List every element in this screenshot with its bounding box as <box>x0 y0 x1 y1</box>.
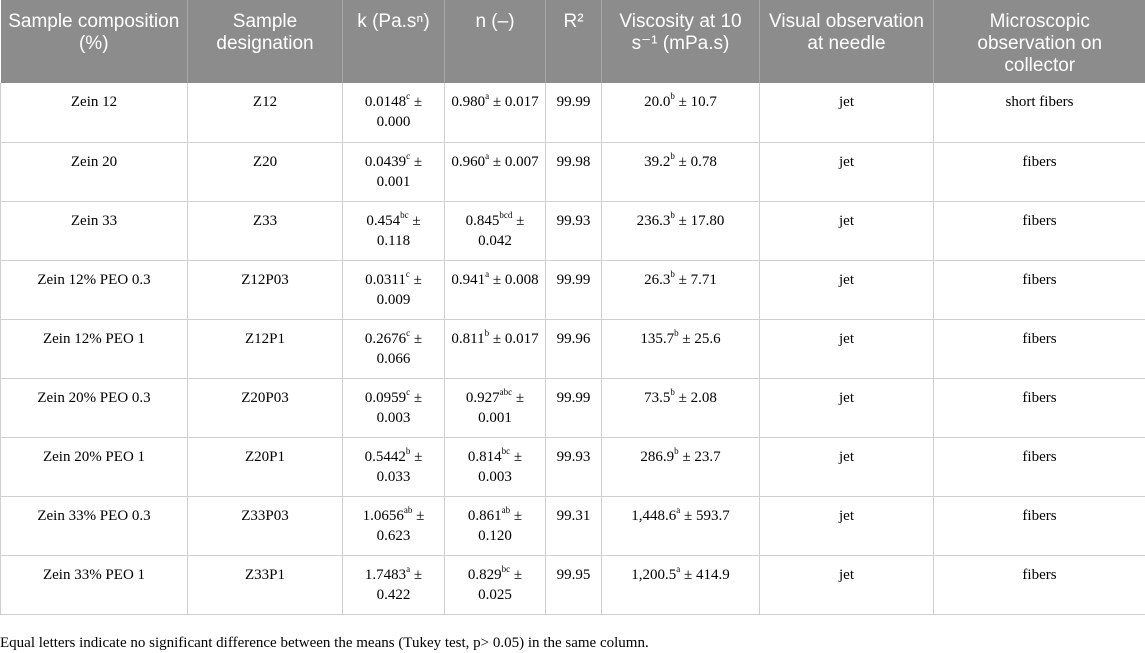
r2-value: 99.98 <box>557 154 591 170</box>
viscosity-error: ± 7.71 <box>679 272 717 288</box>
header-visual-observation: Visual observation at needle <box>760 0 934 83</box>
needle-observation: jet <box>839 567 854 583</box>
n-value: 0.811 <box>451 331 484 347</box>
designation-text: Z33P1 <box>245 567 285 583</box>
cell-r2 <box>546 319 602 378</box>
k-letter: a <box>406 564 410 574</box>
cell-needle <box>760 142 934 201</box>
viscosity-letter: a <box>676 564 680 574</box>
cell-viscosity <box>602 437 760 496</box>
cell-collector <box>934 142 1145 201</box>
designation-text: Z33 <box>253 213 277 229</box>
header-k: k (Pa.sⁿ) <box>343 0 445 83</box>
viscosity-error: ± 414.9 <box>684 567 730 583</box>
cell-k <box>343 142 445 201</box>
designation-text: Z12P03 <box>241 272 289 288</box>
table-row <box>1 437 1145 496</box>
cell-collector <box>934 260 1145 319</box>
n-value: 0.814 <box>468 449 502 465</box>
n-value: 0.829 <box>468 567 502 583</box>
viscosity-letter: b <box>670 151 675 161</box>
header-microscopic-observation: Microscopic observation on collector <box>934 0 1145 83</box>
designation-text: Z12 <box>253 94 277 110</box>
collector-observation: short fibers <box>1006 94 1074 110</box>
composition-text: Zein 12% PEO 1 <box>43 331 145 347</box>
viscosity-letter: b <box>670 387 675 397</box>
k-error: ± 0.033 <box>377 449 423 485</box>
k-letter: c <box>406 269 410 279</box>
k-error: ± 0.422 <box>377 567 422 603</box>
cell-n <box>445 260 546 319</box>
designation-text: Z20 <box>253 154 277 170</box>
n-error: ± 0.003 <box>478 449 522 485</box>
cell-viscosity <box>602 142 760 201</box>
cell-n <box>445 378 546 437</box>
n-error: ± 0.025 <box>478 567 522 603</box>
n-error: ± 0.017 <box>493 94 539 110</box>
k-error: ± 0.623 <box>377 508 425 544</box>
cell-k <box>343 378 445 437</box>
composition-text: Zein 33% PEO 0.3 <box>37 508 150 524</box>
r2-value: 99.99 <box>557 272 591 288</box>
cell-r2 <box>546 83 602 142</box>
n-letter: abc <box>500 387 513 397</box>
collector-observation: fibers <box>1022 213 1056 229</box>
cell-k <box>343 260 445 319</box>
cell-r2 <box>546 260 602 319</box>
k-error: ± 0.001 <box>377 154 422 190</box>
cell-designation <box>188 201 343 260</box>
viscosity-value: 73.5 <box>644 390 670 406</box>
cell-composition <box>1 319 188 378</box>
k-value: 0.0148 <box>365 94 406 110</box>
k-letter: ab <box>404 505 413 515</box>
cell-designation <box>188 555 343 614</box>
composition-text: Zein 33% PEO 1 <box>43 567 145 583</box>
cell-collector <box>934 555 1145 614</box>
cell-viscosity <box>602 319 760 378</box>
composition-text: Zein 20% PEO 0.3 <box>37 390 150 406</box>
table-row <box>1 496 1145 555</box>
n-value: 0.845 <box>466 213 500 229</box>
k-letter: c <box>406 328 410 338</box>
cell-collector <box>934 378 1145 437</box>
cell-n <box>445 83 546 142</box>
n-error: ± 0.001 <box>478 390 524 426</box>
cell-composition <box>1 437 188 496</box>
viscosity-value: 236.3 <box>637 213 671 229</box>
designation-text: Z20P03 <box>241 390 289 406</box>
cell-designation <box>188 83 343 142</box>
cell-needle <box>760 555 934 614</box>
n-error: ± 0.008 <box>493 272 539 288</box>
n-letter: a <box>485 91 489 101</box>
collector-observation: fibers <box>1022 331 1056 347</box>
k-letter: c <box>406 151 410 161</box>
cell-r2 <box>546 496 602 555</box>
header-sample-composition: Sample composition (%) <box>1 0 188 83</box>
cell-n <box>445 555 546 614</box>
n-error: ± 0.007 <box>493 154 539 170</box>
header-sample-designation: Sample designation <box>188 0 343 83</box>
cell-designation <box>188 142 343 201</box>
collector-observation: fibers <box>1022 272 1056 288</box>
n-value: 0.927 <box>466 390 500 406</box>
needle-observation: jet <box>839 213 854 229</box>
k-error: ± 0.000 <box>377 94 422 130</box>
n-value: 0.941 <box>451 272 485 288</box>
k-value: 0.0959 <box>365 390 406 406</box>
r2-value: 99.95 <box>557 567 591 583</box>
composition-text: Zein 12% PEO 0.3 <box>37 272 150 288</box>
needle-observation: jet <box>839 154 854 170</box>
cell-composition <box>1 496 188 555</box>
n-letter: bcd <box>499 210 512 220</box>
r2-value: 99.96 <box>557 331 591 347</box>
cell-n <box>445 496 546 555</box>
n-letter: b <box>485 328 490 338</box>
k-error: ± 0.066 <box>377 331 422 367</box>
cell-n <box>445 142 546 201</box>
table-row <box>1 260 1145 319</box>
cell-collector <box>934 83 1145 142</box>
cell-r2 <box>546 142 602 201</box>
viscosity-error: ± 2.08 <box>679 390 717 406</box>
cell-designation <box>188 496 343 555</box>
n-value: 0.861 <box>468 508 502 524</box>
table-footnote: Equal letters indicate no significant difference between the means (Tukey test, p> 0.05) in the same column. <box>0 633 649 653</box>
cell-k <box>343 83 445 142</box>
composition-text: Zein 12 <box>71 94 117 110</box>
header-viscosity: Viscosity at 10 s⁻¹ (mPa.s) <box>602 0 760 83</box>
viscosity-letter: a <box>676 505 680 515</box>
cell-composition <box>1 378 188 437</box>
table-row <box>1 201 1145 260</box>
viscosity-error: ± 25.6 <box>682 331 720 347</box>
r2-value: 99.93 <box>557 449 591 465</box>
r2-value: 99.99 <box>557 390 591 406</box>
collector-observation: fibers <box>1022 154 1056 170</box>
cell-collector <box>934 319 1145 378</box>
header-row <box>1 0 1145 83</box>
cell-k <box>343 201 445 260</box>
cell-composition <box>1 260 188 319</box>
k-error: ± 0.118 <box>377 213 421 249</box>
table-row <box>1 142 1145 201</box>
cell-composition <box>1 83 188 142</box>
designation-text: Z12P1 <box>245 331 285 347</box>
needle-observation: jet <box>839 449 854 465</box>
k-value: 0.0311 <box>365 272 406 288</box>
cell-n <box>445 319 546 378</box>
k-letter: b <box>406 446 411 456</box>
cell-designation <box>188 260 343 319</box>
k-value: 1.0656 <box>363 508 404 524</box>
viscosity-value: 135.7 <box>640 331 674 347</box>
header-n: n (–) <box>445 0 546 83</box>
cell-k <box>343 437 445 496</box>
viscosity-value: 286.9 <box>640 449 674 465</box>
viscosity-error: ± 10.7 <box>679 94 717 110</box>
n-letter: a <box>485 151 489 161</box>
cell-k <box>343 319 445 378</box>
cell-composition <box>1 201 188 260</box>
cell-viscosity <box>602 378 760 437</box>
viscosity-letter: b <box>670 269 675 279</box>
designation-text: Z20P1 <box>245 449 285 465</box>
cell-viscosity <box>602 83 760 142</box>
table-body <box>1 83 1145 614</box>
needle-observation: jet <box>839 94 854 110</box>
cell-designation <box>188 378 343 437</box>
designation-text: Z33P03 <box>241 508 289 524</box>
viscosity-error: ± 0.78 <box>679 154 717 170</box>
viscosity-value: 1,200.5 <box>631 567 676 583</box>
cell-viscosity <box>602 555 760 614</box>
table-row <box>1 555 1145 614</box>
r2-value: 99.99 <box>557 94 591 110</box>
viscosity-error: ± 17.80 <box>679 213 725 229</box>
k-error: ± 0.003 <box>377 390 422 426</box>
k-letter: c <box>406 91 410 101</box>
n-letter: bc <box>502 446 511 456</box>
k-letter: c <box>406 387 410 397</box>
viscosity-value: 20.0 <box>644 94 670 110</box>
cell-k <box>343 496 445 555</box>
cell-designation <box>188 319 343 378</box>
viscosity-value: 26.3 <box>644 272 670 288</box>
n-error: ± 0.120 <box>478 508 522 544</box>
n-letter: ab <box>502 505 511 515</box>
cell-needle <box>760 378 934 437</box>
cell-r2 <box>546 437 602 496</box>
needle-observation: jet <box>839 390 854 406</box>
k-letter: bc <box>400 210 409 220</box>
cell-needle <box>760 319 934 378</box>
viscosity-letter: b <box>674 446 679 456</box>
collector-observation: fibers <box>1022 449 1056 465</box>
viscosity-value: 1,448.6 <box>631 508 676 524</box>
collector-observation: fibers <box>1022 567 1056 583</box>
cell-needle <box>760 201 934 260</box>
cell-r2 <box>546 555 602 614</box>
table-row <box>1 319 1145 378</box>
cell-viscosity <box>602 260 760 319</box>
needle-observation: jet <box>839 272 854 288</box>
table-row <box>1 83 1145 142</box>
cell-r2 <box>546 201 602 260</box>
cell-needle <box>760 260 934 319</box>
cell-n <box>445 437 546 496</box>
cell-needle <box>760 437 934 496</box>
cell-needle <box>760 83 934 142</box>
k-value: 0.0439 <box>365 154 406 170</box>
viscosity-letter: b <box>670 91 675 101</box>
composition-text: Zein 33 <box>71 213 117 229</box>
viscosity-letter: b <box>670 210 675 220</box>
cell-viscosity <box>602 496 760 555</box>
cell-viscosity <box>602 201 760 260</box>
r2-value: 99.31 <box>557 508 591 524</box>
k-value: 1.7483 <box>365 567 406 583</box>
cell-collector <box>934 437 1145 496</box>
n-error: ± 0.017 <box>493 331 539 347</box>
n-letter: a <box>485 269 489 279</box>
cell-k <box>343 555 445 614</box>
cell-collector <box>934 496 1145 555</box>
cell-composition <box>1 555 188 614</box>
composition-text: Zein 20 <box>71 154 117 170</box>
viscosity-error: ± 23.7 <box>682 449 720 465</box>
r2-value: 99.93 <box>557 213 591 229</box>
needle-observation: jet <box>839 508 854 524</box>
cell-needle <box>760 496 934 555</box>
needle-observation: jet <box>839 331 854 347</box>
k-value: 0.2676 <box>365 331 406 347</box>
cell-composition <box>1 142 188 201</box>
viscosity-letter: b <box>674 328 679 338</box>
composition-text: Zein 20% PEO 1 <box>43 449 145 465</box>
k-error: ± 0.009 <box>377 272 422 308</box>
viscosity-error: ± 593.7 <box>684 508 730 524</box>
table-row <box>1 378 1145 437</box>
cell-n <box>445 201 546 260</box>
k-value: 0.5442 <box>365 449 406 465</box>
collector-observation: fibers <box>1022 390 1056 406</box>
collector-observation: fibers <box>1022 508 1056 524</box>
viscosity-value: 39.2 <box>644 154 670 170</box>
n-letter: bc <box>502 564 511 574</box>
n-value: 0.980 <box>451 94 485 110</box>
k-value: 0.454 <box>366 213 400 229</box>
n-error: ± 0.042 <box>478 213 524 249</box>
n-value: 0.960 <box>451 154 485 170</box>
header-r2: R² <box>546 0 602 83</box>
cell-designation <box>188 437 343 496</box>
cell-r2 <box>546 378 602 437</box>
cell-collector <box>934 201 1145 260</box>
